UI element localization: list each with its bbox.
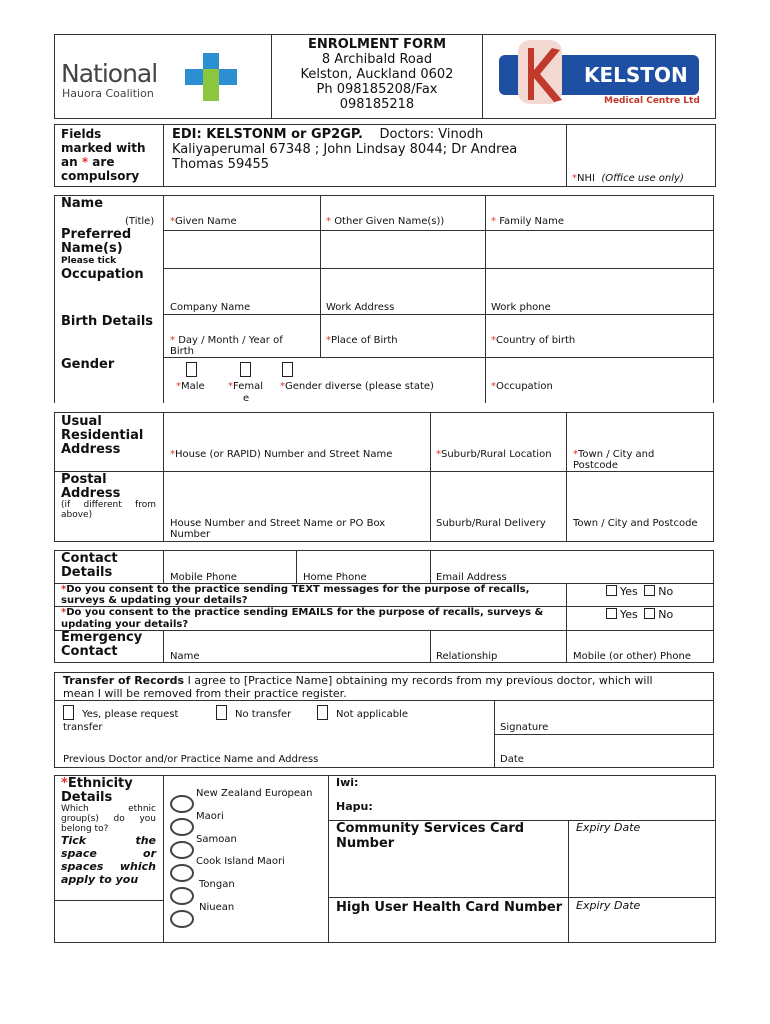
not-applicable-label: Not applicable [336,709,408,720]
postal-address-label-2: Address [61,486,121,501]
occupation-label-2: *Occupation [491,381,553,392]
fax-line: 098185218 [339,97,415,112]
edi-line-2: Kaliyaperumal 67348 ; John Lindsay 8044; Dr Andrea [172,142,518,157]
ethnicity-niuean-radio[interactable] [170,910,194,928]
ethnicity-maori-radio[interactable] [170,818,194,836]
fields-note-are: are [92,155,115,169]
ethnicity-option-samoan: Samoan [196,834,237,845]
kelston-k-icon [518,44,566,104]
previous-doctor-input[interactable] [55,735,493,753]
which-group-3: belong to? [61,824,109,834]
ethnicity-option-cook-island: Cook Island Maori [196,856,285,867]
text-consent-question-2: surveys & updating your details? [61,595,248,606]
edi-line-3: Thomas 59455 [172,157,270,172]
email-consent-no-checkbox[interactable] [644,608,655,619]
iwi-label: Iwi: [336,776,359,789]
emergency-relationship-label: Relationship [436,651,498,662]
given-name-input[interactable] [164,196,320,214]
town-label-2: Postcode [573,460,619,471]
ethnicity-tongan-radio[interactable] [170,887,194,905]
hapu-label: Hapu: [336,800,373,813]
iwi-input[interactable] [370,776,715,796]
transfer-yes-checkbox[interactable] [63,705,74,720]
nhc-logo-name: National [61,59,158,88]
place-birth-label: *Place of Birth [326,335,398,346]
nhc-logo-subname: Hauora Coalition [62,87,154,100]
emergency-label-1: Emergency [61,630,143,645]
tick-instruction-1: Tick the [61,834,156,847]
usual-address-label-2: Residential [61,428,144,443]
email-consent-options: Yes No [606,608,673,620]
email-input[interactable] [431,551,713,571]
text-consent-options: Yes No [606,585,673,597]
nhc-cross-icon [183,53,239,101]
contact-label-2: Details [61,565,113,580]
fields-note-2: marked with [61,141,146,155]
no-transfer-label: No transfer [235,709,292,720]
doctors-intro: Doctors: Vinodh [379,127,484,142]
required-star: * [81,155,89,169]
huhc-expiry-label: Expiry Date [576,899,641,912]
residential-suburb-input[interactable] [431,413,566,447]
ethnicity-option-tongan: Tongan [199,879,235,890]
usual-address-label-3: Address [61,442,121,457]
home-phone-label: Home Phone [303,572,367,583]
csc-number-input[interactable] [329,852,568,896]
occupation-label: Occupation [61,267,144,282]
suburb-location-label: *Suburb/Rural Location [436,449,552,460]
postal-suburb-label: Suburb/Rural Delivery [436,518,546,529]
email-consent-question-1: *Do you consent to the practice sending EMAILS for the purpose of recalls, surveys & [61,607,544,618]
tick-instruction-3: spaces which [61,860,156,873]
if-different-note-1: (if different from [61,500,156,510]
female-label-2: e [243,393,250,404]
postal-address-label-1: Postal [61,472,107,487]
huhc-label: High User Health Card Number [336,900,563,915]
address-line-2: Kelston, Auckland 0602 [300,67,454,82]
ethnicity-cook-island-radio[interactable] [170,864,194,882]
fields-note-4: compulsory [61,169,140,183]
ethnicity-label-1: *Ethnicity [61,776,133,791]
family-name-label: * Family Name [491,216,565,227]
not-applicable-checkbox[interactable] [317,705,328,720]
which-group-1: Which ethnic [61,804,156,814]
preferred-name-label-2: Name(s) [61,241,123,256]
date-input[interactable] [495,735,713,753]
emergency-label-2: Contact [61,644,118,659]
gender-label: Gender [61,357,115,372]
signature-input[interactable] [495,701,713,721]
text-consent-yes-checkbox[interactable] [606,585,617,596]
please-tick-note: Please tick [61,256,117,266]
text-consent-question-1: *Do you consent to the practice sending TEXT messages for the purpose of recalls, [61,584,530,595]
transfer-text-1: Transfer of Records I agree to [Practice Name] obtaining my records from my previous doctor, which will [63,674,653,687]
house-rapid-label: *House (or RAPID) Number and Street Name [170,449,393,460]
preferred-name-input[interactable] [164,231,713,268]
edi-code: EDI: KELSTONM or GP2GP. [172,127,363,142]
postal-street-label-1: House Number and Street Name or PO Box [170,518,386,529]
transfer-yes-label-1: Yes, please request [82,709,179,720]
huhc-expiry-input[interactable] [569,915,715,942]
text-consent-no-checkbox[interactable] [644,585,655,596]
title-label: (Title) [125,216,155,227]
fields-note-1: Fields [61,127,102,141]
birth-details-label: Birth Details [61,314,154,329]
address-line-1: 8 Archibald Road [321,52,433,67]
female-checkbox[interactable] [240,362,251,377]
csc-label-2: Number [336,836,395,851]
ethnicity-nz-european-radio[interactable] [170,795,194,813]
home-phone-input[interactable] [297,551,430,571]
csc-label-1: Community Services Card [336,821,525,836]
transfer-yes-label-2: transfer [63,722,103,733]
country-birth-label: *Country of birth [491,335,576,346]
emergency-name-label: Name [170,651,200,662]
csc-expiry-label: Expiry Date [576,821,641,834]
female-label-1: *Femal [228,381,264,392]
family-name-input[interactable] [486,196,713,214]
work-phone-label: Work phone [491,302,551,313]
tick-instruction-4: apply to you [61,873,139,886]
postal-town-label: Town / City and Postcode [573,518,698,529]
if-different-note-2: above) [61,510,93,520]
email-consent-yes-checkbox[interactable] [606,608,617,619]
residential-town-input[interactable] [567,413,713,447]
other-name-input[interactable] [321,196,485,214]
no-transfer-checkbox[interactable] [216,705,227,720]
phone-line: Ph 098185208/Fax [316,82,438,97]
ethnicity-option-nz-european: New Zealand European [196,788,313,799]
transfer-text-2: mean I will be removed from their practice register. [63,687,347,700]
ethnicity-label-2: Details [61,790,113,805]
residential-street-input[interactable] [164,413,430,447]
signature-label: Signature [500,722,549,733]
which-group-2: group(s) do you [61,814,156,824]
mobile-phone-input[interactable] [164,551,296,571]
postal-street-label-2: Number [170,529,211,540]
form-title: ENROLMENT FORM [307,37,447,52]
nhi-label: *NHI (Office use only) [572,173,684,184]
mobile-phone-label: Mobile Phone [170,572,237,583]
ethnicity-option-niuean: Niuean [199,902,235,913]
edi-line-1 [172,127,483,142]
usual-address-label-1: Usual [61,414,102,429]
gender-diverse-checkbox[interactable] [282,362,293,377]
previous-doctor-label: Previous Doctor and/or Practice Name and Address [63,754,319,765]
kelston-logo-name: KELSTON [584,63,688,87]
fields-note-3 [61,155,114,169]
ethnicity-option-maori: Maori [196,811,224,822]
fields-note-an: an [61,155,78,169]
dob-label-1: * Day / Month / Year of [170,335,283,346]
given-name-label: *Given Name [170,216,237,227]
name-label: Name [61,196,104,211]
hapu-input[interactable] [376,798,715,818]
male-checkbox[interactable] [186,362,197,377]
date-label: Date [500,754,524,765]
tick-instruction-2: space or [61,847,156,860]
nhi-input[interactable] [567,125,715,171]
email-label: Email Address [436,572,507,583]
csc-expiry-input[interactable] [569,836,715,896]
kelston-logo-sub: Medical Centre Ltd [604,96,700,106]
town-label-1: *Town / City and [573,449,655,460]
contact-label-1: Contact [61,551,118,566]
ethnicity-samoan-radio[interactable] [170,841,194,859]
dob-label-2: Birth [170,346,195,357]
company-name-label: Company Name [170,302,251,313]
emergency-phone-label: Mobile (or other) Phone [573,651,691,662]
huhc-number-input[interactable] [329,917,568,942]
work-address-label: Work Address [326,302,395,313]
other-name-label: * Other Given Name(s)) [326,216,445,227]
male-label: *Male [176,381,205,392]
email-consent-question-2: updating your details? [61,619,189,630]
preferred-name-label-1: Preferred [61,227,132,242]
gender-diverse-label: *Gender diverse (please state) [280,381,434,392]
